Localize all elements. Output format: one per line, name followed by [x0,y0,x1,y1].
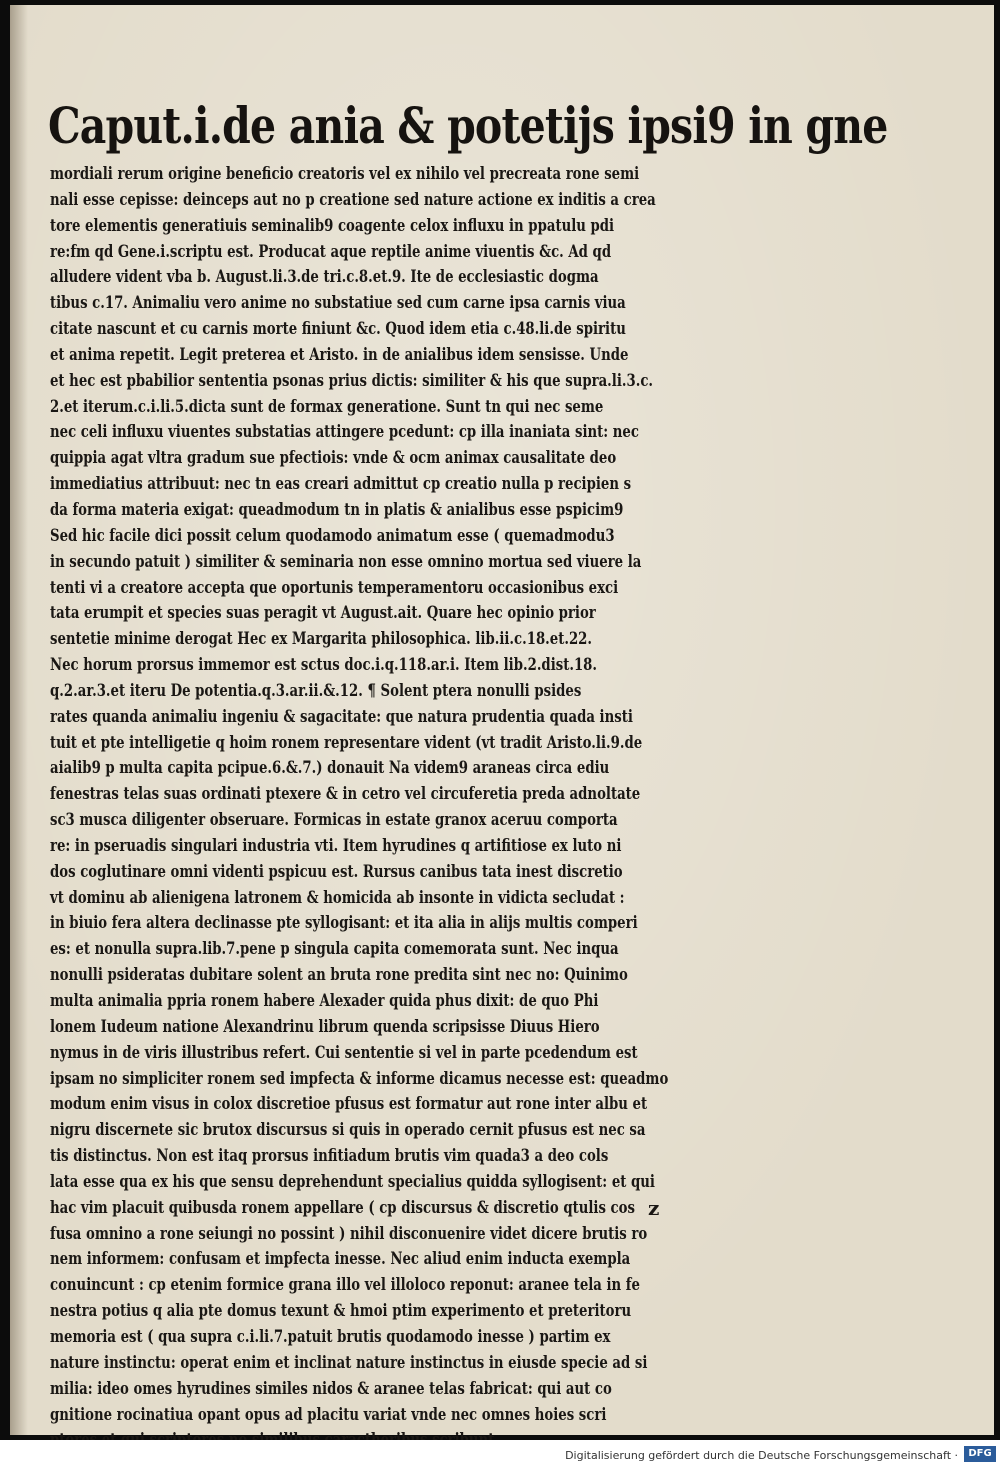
text-line: immediatius attribuut: nec tn eas creari admittut cp creatio nulla p recipien s [50,474,632,495]
signature-mark: z [648,1196,660,1220]
text-line: lata esse qua ex his que sensu deprehendunt specialius quidda syllogisent: et qui [50,1171,655,1192]
text-line: Nec horum prorsus immemor est sctus doc.i.q.118.ar.i. Item lib.2.dist.18. [50,655,598,676]
text-line: rates quanda animaliu ingeniu & sagacitate: que natura prudentia quada insti [50,706,633,727]
text-line: tenti vi a creatore accepta que oportunis temperamentoru occasionibus exci [50,577,619,598]
text-line: vt dominu ab alienigena latronem & homicida ab insonte in vidicta secludat : [50,887,625,908]
text-line: aialib9 p multa capita pcipue.6.&.7.) donauit Na videm9 araneas circa ediu [50,758,610,779]
text-line: nali esse cepisse: deinceps aut no p creatione sed nature actione ex inditis a crea [50,189,656,210]
text-line: tuit et pte intelligetie q hoim ronem representare vident (vt tradit Aristo.li.9.de [50,732,643,753]
text-line: fusa omnino a rone seiungi no possint ) nihil disconuenire videt dicere brutis ro [50,1223,648,1244]
text-line: multa animalia ppria ronem habere Alexader quida phus dixit: de quo Phi [50,991,599,1011]
text-line: et hec est pbabilior sententia psonas prius dictis: similiter & his que supra.li.3.c. [50,370,654,391]
text-line: alludere vident vba b. August.li.3.de tri.c.8.et.9. Ite de ecclesiastic dogma [50,267,599,288]
text-line: q.2.ar.3.et iteru De potentia.q.3.ar.ii.&.12. ¶ Solent ptera nonulli psides [50,680,582,701]
text-line: nonulli psideratas dubitare solent an bruta rone predita sint nec no: Quinimo [50,965,628,986]
text-line: mordiali rerum origine beneficio creatoris vel ex nihilo vel precreata rone semi [50,164,640,184]
text-line: nature instinctu: operat enim et inclinat nature instinctus in eiusde specie ad si [50,1352,648,1373]
body-text [50,162,740,1454]
text-line: tibus c.17. Animaliu vero anime no substatiue sed cum carne ipsa carnis viua [50,293,626,314]
gutter-shadow [10,5,28,1435]
text-line: da forma materia exigat: queadmodum tn in platis & anialibus esse pspicim9 [50,499,624,520]
text-line: hac vim placuit quibusda ronem appellare ( cp discursus & discretio qtulis cos [50,1197,635,1218]
text-line: re: in pseruadis singulari industria vti. Item hyrudines q artifitiose ex luto ni [50,835,622,856]
dfg-logo: DFG [964,1446,996,1462]
text-line: citate nascunt et cu carnis morte finiunt &c. Quod idem etia c.48.li.de spiritu [50,319,626,340]
text-line: milia: ideo omes hyrudines similes nidos & aranee telas fabricat: qui aut co [50,1378,612,1399]
text-line: memoria est ( qua supra c.i.li.7.patuit brutis quodamodo inesse ) partim ex [50,1326,611,1347]
funding-credit: Digitalisierung gefördert durch die Deutsche Forschungsgemeinschaft · [565,1449,958,1462]
text-line: in biuio fera altera declinasse pte syllogisant: et ita alia in alijs multis comperi [50,913,638,934]
text-line: es: et nonulla supra.lib.7.pene p singula capita comemorata sunt. Nec inqua [50,939,619,960]
text-line: quippia agat vltra gradum sue pfectiois: vnde & ocm animax causalitate deo [50,448,617,469]
text-line: tata erumpit et species suas peragit vt August.ait. Quare hec opinio prior [50,603,596,624]
text-line: fenestras telas suas ordinati ptexere & in cetro vel circuferetia preda adnoltate [50,784,641,805]
text-line: gnitione rocinatiua opant opus ad placitu variat vnde nec omnes hoies scri [50,1404,607,1425]
text-line: ipsam no simpliciter ronem sed impfecta & informe dicamus necesse est: queadmo [50,1068,669,1089]
text-line: nem informem: confusam et impfecta inesse. Nec aliud enim inducta exempla [50,1249,631,1270]
text-line: dos coglutinare omni videnti pspicuu est. Rursus canibus tata inest discretio [50,861,623,882]
text-line: 2.et iterum.c.i.li.5.dicta sunt de formax generatione. Sunt tn qui nec seme [50,396,604,417]
text-line: in secundo patuit ) similiter & seminaria non esse omnino mortua sed viuere la [50,551,642,572]
text-line: nestra potius q alia pte domus texunt & hmoi ptim experimento et preteritoru [50,1301,632,1322]
text-line: lonem Iudeum natione Alexandrinu librum quenda scripsisse Diuus Hiero [50,1016,600,1037]
text-line: sentetie minime derogat Hec ex Margarita philosophica. lib.ii.c.18.et.22. [50,629,593,650]
text-line: nymus in de viris illustribus refert. Cui sententie si vel in parte pcedendum est [50,1042,638,1063]
text-line: Sed hic facile dici possit celum quodamodo animatum esse ( quemadmodu3 [50,525,615,546]
text-line: tis distinctus. Non est itaq prorsus infitiadum brutis vim quada3 a deo cols [50,1146,609,1167]
text-line: sc3 musca diligenter obseruare. Formicas in estate granox aceruu comporta [50,810,618,831]
text-line: nigru discernete sic brutox discursus si quis in operado cernit pfusus est nec sa [50,1120,646,1141]
footer-bar [0,1440,1000,1470]
text-line: tore elementis generatiuis seminalib9 coagente celox influxu in ppatulu pdi [50,215,615,236]
chapter-heading: Caput.i.de ania & potetijs ipsi9 in gne [48,96,888,155]
text-line: et anima repetit. Legit preterea et Aristo. in de anialibus idem sensisse. Unde [50,344,629,365]
text-line: nec celi influxu viuentes substatias attingere pcedunt: cp illa inaniata sint: nec [50,422,639,443]
text-line: modum enim visus in colox discretioe pfusus est formatur aut rone inter albu et [50,1094,648,1115]
text-line: re:fm qd Gene.i.scriptu est. Producat aque reptile anime viuentis &c. Ad qd [50,241,612,262]
text-line: conuincunt : cp etenim formice grana illo vel illoloco reponut: aranee tela in fe [50,1275,640,1296]
